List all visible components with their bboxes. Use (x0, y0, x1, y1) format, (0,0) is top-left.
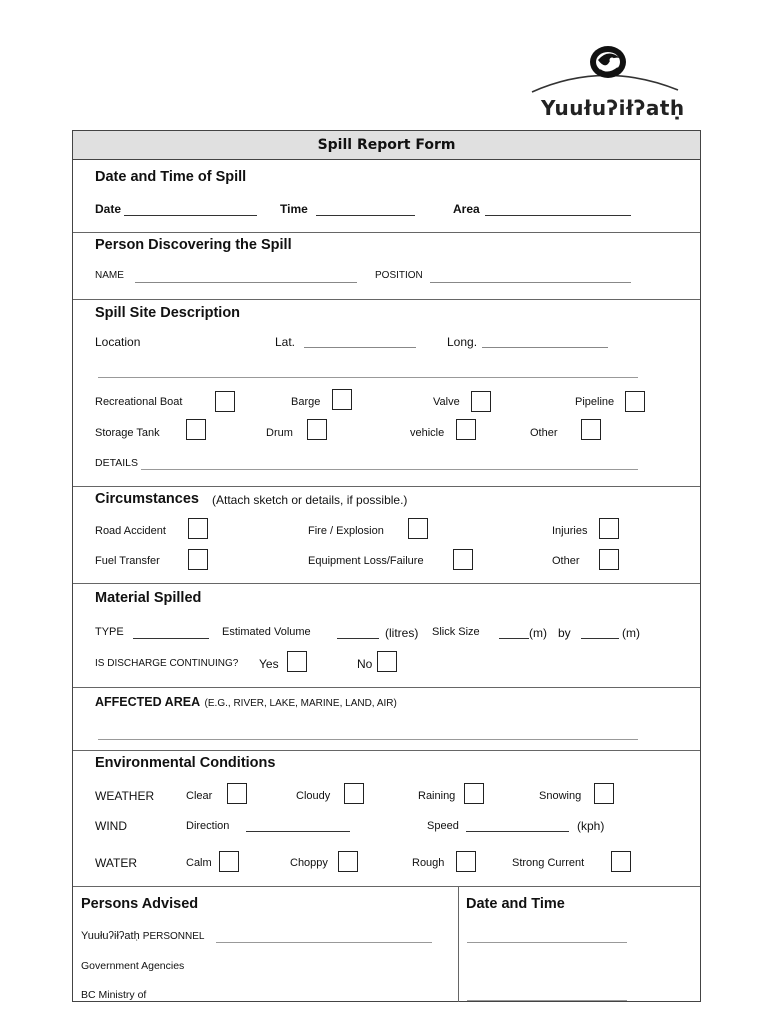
checkbox-water-calm[interactable] (219, 851, 239, 872)
checkbox-weather-raining[interactable] (464, 783, 484, 804)
personnel-field[interactable] (216, 942, 432, 943)
checkbox-barge[interactable] (332, 389, 352, 410)
persons-advised-heading: Persons Advised (81, 896, 199, 912)
option-barge: Barge (291, 396, 321, 408)
checkbox-water-strong-current[interactable] (611, 851, 631, 872)
checkbox-injuries[interactable] (599, 518, 619, 539)
logo-text: Yuułuʔiłʔatḥ (541, 96, 685, 120)
option-injuries: Injuries (552, 525, 588, 537)
checkbox-other[interactable] (581, 419, 601, 440)
area-label: Area (453, 202, 480, 216)
personnel-label: PERSONNEL (142, 931, 205, 942)
affected-area-heading (95, 693, 397, 711)
personnel-prefix: Yuułuʔiłʔatḥ (81, 930, 140, 942)
material-heading: Material Spilled (95, 590, 202, 606)
option-valve: Valve (433, 396, 460, 408)
form-title: Spill Report Form (73, 131, 700, 160)
checkbox-pipeline[interactable] (625, 391, 645, 412)
divider (73, 687, 700, 688)
date-field[interactable] (124, 215, 257, 216)
checkbox-equipment-loss[interactable] (453, 549, 473, 570)
option-drum: Drum (266, 427, 293, 439)
water-calm: Calm (186, 857, 212, 869)
water-strong-current: Strong Current (512, 857, 585, 869)
checkbox-weather-cloudy[interactable] (344, 783, 364, 804)
position-field[interactable] (430, 282, 631, 283)
volume-label: Estimated Volume (222, 626, 311, 638)
personnel-row (81, 930, 204, 942)
no-label: No (357, 657, 373, 671)
checkbox-storage-tank[interactable] (186, 419, 206, 440)
checkbox-no[interactable] (377, 651, 397, 672)
water-label: WATER (95, 856, 137, 870)
details-field[interactable] (141, 469, 638, 470)
affected-area-field[interactable] (98, 739, 638, 740)
speed-field[interactable] (466, 831, 569, 832)
time-field[interactable] (316, 215, 415, 216)
name-field[interactable] (135, 282, 357, 283)
person-heading: Person Discovering the Spill (95, 237, 292, 253)
option-fire-explosion: Fire / Explosion (308, 525, 384, 537)
divider (73, 486, 700, 487)
by-label: by (558, 626, 571, 640)
slick-size-field-1[interactable] (499, 638, 529, 639)
option-road-accident: Road Accident (95, 525, 166, 537)
wind-label: WIND (95, 819, 127, 833)
checkbox-recreational-boat[interactable] (215, 391, 235, 412)
personnel-date-field[interactable] (467, 942, 627, 943)
checkbox-fuel-transfer[interactable] (188, 549, 208, 570)
checkbox-fire-explosion[interactable] (408, 518, 428, 539)
checkbox-road-accident[interactable] (188, 518, 208, 539)
water-rough: Rough (412, 857, 445, 869)
direction-label: Direction (186, 820, 230, 832)
location-line[interactable] (98, 377, 638, 378)
continuing-label: IS DISCHARGE CONTINUING? (95, 658, 239, 669)
m-label-2: (m) (622, 626, 640, 640)
weather-raining: Raining (418, 790, 456, 802)
checkbox-weather-clear[interactable] (227, 783, 247, 804)
affected-area-title: AFFECTED AREA (95, 695, 201, 709)
circumstances-note: (Attach sketch or details, if possible.) (212, 493, 408, 507)
logo-emblem (528, 42, 680, 94)
type-field[interactable] (133, 638, 209, 639)
position-label: POSITION (375, 270, 423, 281)
location-label: Location (95, 335, 141, 349)
long-label: Long. (447, 335, 478, 349)
divider (73, 232, 700, 233)
divider (73, 750, 700, 751)
yes-label: Yes (259, 657, 279, 671)
kph-label: (kph) (577, 819, 605, 833)
spill-report-form (72, 130, 701, 1002)
area-field[interactable] (485, 215, 631, 216)
water-choppy: Choppy (290, 857, 328, 869)
bc-ministry-label: BC Ministry of (81, 989, 147, 1001)
checkbox-water-choppy[interactable] (338, 851, 358, 872)
option-fuel-transfer: Fuel Transfer (95, 555, 160, 567)
speed-label: Speed (427, 820, 459, 832)
time-label: Time (280, 202, 308, 216)
litres-label: (litres) (385, 626, 419, 640)
checkbox-weather-snowing[interactable] (594, 783, 614, 804)
m-label-1: (m) (529, 626, 547, 640)
option-vehicle: vehicle (410, 427, 445, 439)
checkbox-water-rough[interactable] (456, 851, 476, 872)
government-agencies-label: Government Agencies (81, 960, 185, 972)
lat-field[interactable] (304, 347, 416, 348)
weather-cloudy: Cloudy (296, 790, 331, 802)
circumstances-heading: Circumstances (95, 491, 199, 507)
checkbox-yes[interactable] (287, 651, 307, 672)
site-heading: Spill Site Description (95, 305, 241, 321)
lat-label: Lat. (275, 335, 296, 349)
date-label: Date (95, 202, 122, 216)
checkbox-valve[interactable] (471, 391, 491, 412)
option-circumstance-other: Other (552, 555, 580, 567)
weather-snowing: Snowing (539, 790, 582, 802)
checkbox-drum[interactable] (307, 419, 327, 440)
advised-date-time-heading: Date and Time (466, 896, 565, 912)
option-recreational-boat: Recreational Boat (95, 396, 183, 408)
environment-heading: Environmental Conditions (95, 755, 276, 771)
ministry-date-field[interactable] (467, 1000, 627, 1001)
name-label: NAME (95, 270, 124, 281)
volume-field[interactable] (337, 638, 379, 639)
affected-area-examples: (E.G., RIVER, LAKE, MARINE, LAND, AIR) (204, 698, 397, 709)
divider (73, 583, 700, 584)
option-equipment-loss: Equipment Loss/Failure (308, 555, 424, 567)
slick-size-label: Slick Size (432, 626, 480, 638)
column-divider (458, 886, 459, 1002)
option-pipeline: Pipeline (575, 396, 615, 408)
weather-clear: Clear (186, 790, 213, 802)
divider (73, 299, 700, 300)
checkbox-vehicle[interactable] (456, 419, 476, 440)
direction-field[interactable] (246, 831, 350, 832)
details-label: DETAILS (95, 457, 138, 469)
option-storage-tank: Storage Tank (95, 427, 160, 439)
divider (73, 886, 700, 887)
checkbox-circumstance-other[interactable] (599, 549, 619, 570)
option-other: Other (530, 427, 558, 439)
type-label: TYPE (95, 626, 124, 638)
slick-size-field-2[interactable] (581, 638, 619, 639)
weather-label: WEATHER (95, 789, 155, 803)
long-field[interactable] (482, 347, 608, 348)
date-time-heading: Date and Time of Spill (95, 169, 247, 185)
